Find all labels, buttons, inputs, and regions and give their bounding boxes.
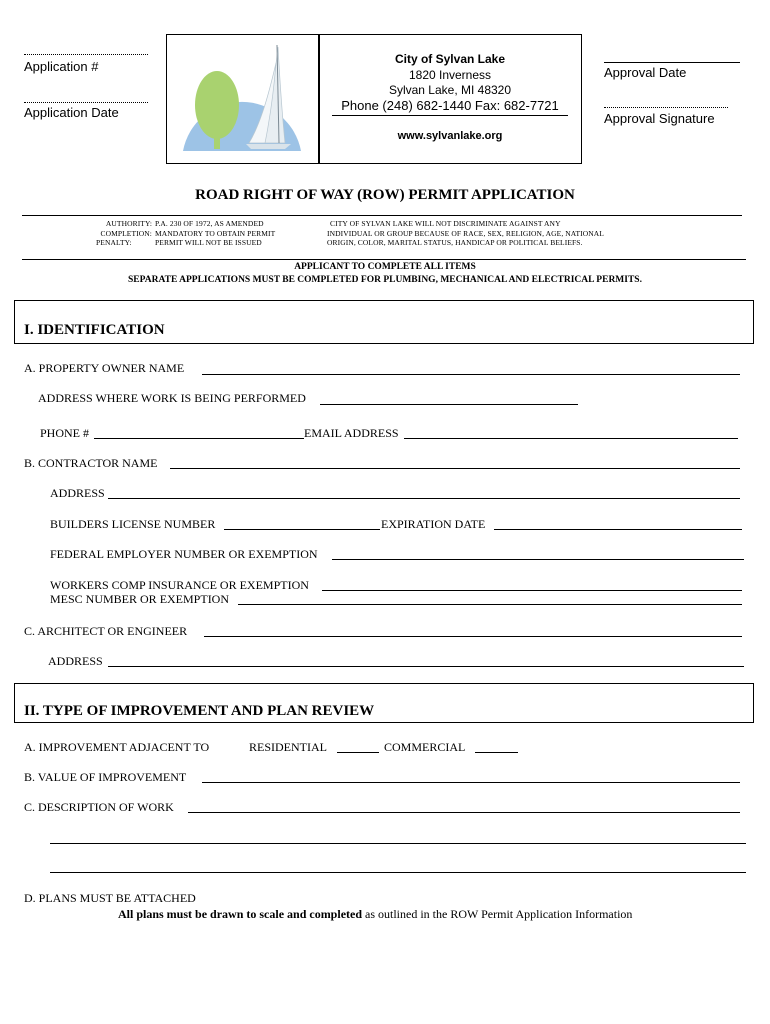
residential-field[interactable] (337, 752, 379, 753)
workers-comp-field[interactable] (322, 590, 742, 591)
commercial-label: COMMERCIAL (384, 740, 466, 754)
phone-label: PHONE # (40, 426, 90, 440)
discrimination-line-1: CITY OF SYLVAN LAKE WILL NOT DISCRIMINATE AGAINST ANY (330, 219, 561, 228)
legal-values (155, 219, 275, 248)
application-date-label: Application Date (24, 105, 119, 120)
completion-text: MANDATORY TO OBTAIN PERMIT (155, 228, 276, 238)
builders-license-field[interactable] (224, 529, 380, 530)
discrimination-line-3: ORIGIN, COLOR, MARITAL STATUS, HANDICAP OR POLITICAL BELIEFS. (327, 238, 583, 247)
city-phone-fax: Phone (248) 682-1440 Fax: 682-7721 (332, 98, 568, 116)
approval-date-line[interactable] (604, 62, 740, 63)
federal-employer-field[interactable] (332, 559, 744, 560)
owner-name-label: A. PROPERTY OWNER NAME (24, 361, 185, 375)
instructions-line-2: SEPARATE APPLICATIONS MUST BE COMPLETED FOR PLUMBING, MECHANICAL AND ELECTRICAL PERMITS. (128, 275, 642, 285)
value-of-improvement-field[interactable] (202, 782, 740, 783)
commercial-field[interactable] (475, 752, 518, 753)
plans-note-rest: as outlined in the ROW Permit Application Information (365, 907, 633, 921)
legal-rule (22, 259, 746, 260)
architect-field[interactable] (204, 636, 742, 637)
architect-label: C. ARCHITECT OR ENGINEER (24, 624, 188, 638)
residential-label: RESIDENTIAL (249, 740, 327, 754)
architect-address-label: ADDRESS (48, 654, 103, 668)
approval-date-label: Approval Date (604, 65, 687, 80)
work-address-field[interactable] (320, 404, 578, 405)
city-logo-icon (181, 43, 303, 153)
email-field[interactable] (404, 438, 738, 439)
contractor-name-label: B. CONTRACTOR NAME (24, 456, 158, 470)
instructions-line-1: APPLICANT TO COMPLETE ALL ITEMS (294, 262, 476, 272)
architect-address-field[interactable] (108, 666, 744, 667)
phone-field[interactable] (94, 438, 304, 439)
description-line-3[interactable] (50, 872, 746, 873)
city-state-zip: Sylvan Lake, MI 48320 (388, 83, 512, 97)
completion-label: COMPLETION: (100, 228, 152, 238)
expiration-date-field[interactable] (494, 529, 742, 530)
penalty-label: PENALTY: (96, 238, 132, 247)
plans-note-bold: All plans must be drawn to scale and completed (118, 907, 363, 921)
workers-comp-label: WORKERS COMP INSURANCE OR EXEMPTION (50, 578, 309, 592)
city-website: www.sylvanlake.org (397, 130, 503, 142)
city-street: 1820 Inverness (408, 68, 492, 82)
plans-attached-label: D. PLANS MUST BE ATTACHED (24, 891, 196, 905)
description-line-2[interactable] (50, 843, 746, 844)
plans-note (118, 907, 632, 922)
authority-label: AUTHORITY: (105, 219, 152, 228)
application-number-line[interactable] (24, 54, 148, 55)
mesc-label: MESC NUMBER OR EXEMPTION (50, 592, 230, 606)
application-number-label: Application # (24, 59, 99, 74)
federal-employer-label: FEDERAL EMPLOYER NUMBER OR EXEMPTION (50, 547, 318, 561)
description-of-work-field[interactable] (188, 812, 740, 813)
mesc-field[interactable] (238, 604, 742, 605)
application-date-line[interactable] (24, 102, 148, 103)
builders-license-label: BUILDERS LICENSE NUMBER (50, 517, 216, 531)
contractor-address-label: ADDRESS (50, 486, 105, 500)
city-header-box (166, 34, 582, 164)
authority-text: P.A. 230 OF 1972, AS AMENDED (155, 219, 264, 228)
discrimination-line-2: INDIVIDUAL OR GROUP BECAUSE OF RACE, SEX, RELIGION, AGE, NATIONAL (327, 228, 604, 238)
description-of-work-label: C. DESCRIPTION OF WORK (24, 800, 174, 814)
penalty-text: PERMIT WILL NOT BE ISSUED (155, 238, 262, 247)
legal-labels (96, 219, 152, 248)
section-identification-heading: I. IDENTIFICATION (24, 322, 165, 338)
approval-signature-line[interactable] (604, 107, 728, 108)
value-of-improvement-label: B. VALUE OF IMPROVEMENT (24, 770, 187, 784)
contractor-address-field[interactable] (108, 498, 740, 499)
improvement-adjacent-label: A. IMPROVEMENT ADJACENT TO (24, 740, 210, 754)
work-address-label: ADDRESS WHERE WORK IS BEING PERFORMED (38, 391, 306, 405)
page-title: ROAD RIGHT OF WAY (ROW) PERMIT APPLICATION (195, 187, 575, 203)
email-label: EMAIL ADDRESS (304, 426, 399, 440)
section-improvement-heading: II. TYPE OF IMPROVEMENT AND PLAN REVIEW (24, 703, 375, 719)
city-name: City of Sylvan Lake (394, 52, 506, 66)
contractor-name-field[interactable] (170, 468, 740, 469)
title-rule (22, 215, 742, 216)
non-discrimination-notice (327, 219, 604, 248)
approval-signature-label: Approval Signature (604, 111, 715, 126)
owner-name-field[interactable] (202, 374, 740, 375)
expiration-date-label: EXPIRATION DATE (381, 517, 486, 531)
